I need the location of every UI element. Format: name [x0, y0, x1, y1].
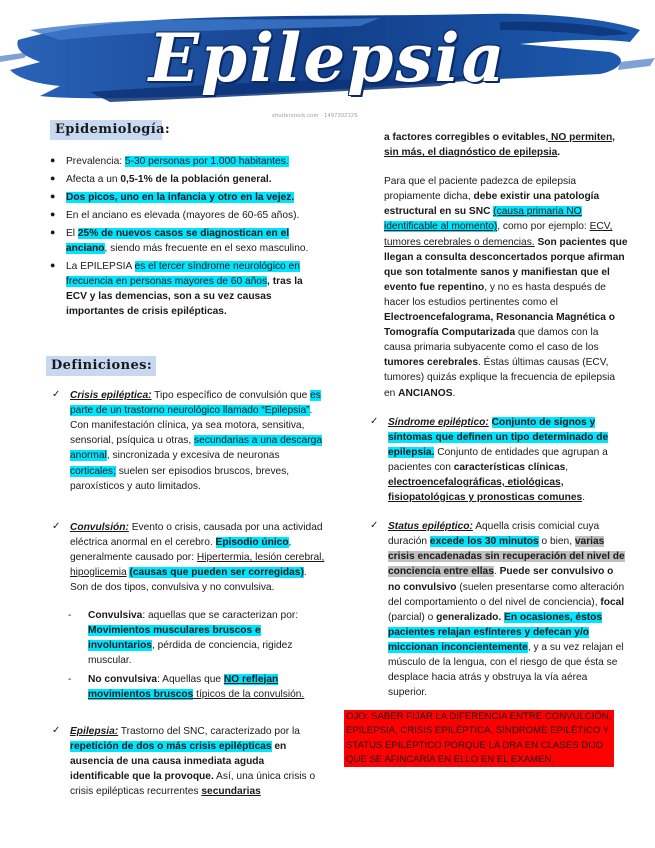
definition-status-epileptico: ✓ Status epiléptico: Aquella crisis comicial cuya duración excede los 30 minutos o bien, varias crisis encadenadas sin recuperación del nivel de conciencia entre ellas. Puede ser convulsivo o no convulsivo (suelen presentarse como alteración del comportamiento o del nivel de conciencia), focal (parcial) o generalizado. En ocasiones, éstos pacientes relajan esfínteres y defecan y/o miccionan inconcientemente, y a su vez relajan el músculo de la lengua, con el riesgo de que ésta se desplace hacia atrás y obstruya la vía aérea superior.: [370, 520, 625, 699]
list-item: ● Prevalencia: 5-30 personas por 1.000 habitantes.: [50, 154, 289, 167]
bullet-icon: ●: [50, 190, 56, 201]
page-title: Epilepsia: [148, 19, 507, 97]
bullet-icon: ●: [50, 154, 56, 165]
checkmark-icon: ✓: [52, 724, 61, 736]
checkmark-icon: ✓: [52, 389, 61, 401]
epidemiologia-heading: Epidemiología:: [50, 120, 162, 140]
definition-convulsion: ✓ Convulsión: Evento o crisis, causada por una actividad eléctrica anormal en el cerebro. Episodio único, generalmente causado por: Hipertermia, lesión cerebral, hipoglicemia (causas que pueden ser corregidas). Son de dos tipos, convulsiva y no convulsiva.: [52, 520, 325, 594]
checkmark-icon: ✓: [370, 520, 379, 532]
epidemiologia-list: [44, 154, 328, 320]
definiciones-heading: Definiciones:: [46, 356, 156, 376]
sub-convulsiva: - Convulsiva: aquellas que se caracterizan por: Movimientos musculares bruscos e involuntarios, pérdida de conciencia, rigidez muscular.: [68, 610, 299, 667]
bullet-icon: ●: [50, 226, 56, 237]
dash-bullet: -: [68, 673, 72, 685]
definition-crisis-epileptica: ✓ Crisis epiléptica: Tipo específico de convulsión que es parte de un trastorno neurológico llamado “Epilepsia”. Con manifestación clínica, ya sea motora, sensitiva, sensorial, psíquica u otras, secundarias a una descarga anormal, sincronizada y excesiva de neuronas corticales; suelen ser episodios bruscos, breves, paroxísticos y auto limitados.: [52, 389, 323, 492]
bullet-icon: ●: [50, 208, 56, 219]
bullet-icon: ●: [50, 172, 56, 183]
title-banner: [0, 0, 655, 120]
right-column: [346, 120, 628, 767]
list-item: ● La EPILEPSIA es el tercer síndrome neurológico en frecuencia en personas mayores de 60 años, tras la ECV y las demencias, son a su vez causas importantes de crisis epilépticas.: [50, 260, 303, 318]
definition-sindrome-epileptico: ✓ Síndrome epiléptico: Conjunto de signos y síntomas que definen un tipo determinado de epilepsia. Conjunto de entidades que agrupan a pacientes con características clínicas, electroencefalográficas, etiológicas, fisiopatológicas y pronosticas comunes.: [370, 415, 609, 504]
list-item: ● El 25% de nuevos casos se diagnostican en el anciano, siendo más frecuente en el sexo masculino.: [50, 226, 309, 255]
watermark-text: shutterstock.com · 1497202125: [272, 113, 358, 119]
bullet-icon: ●: [50, 260, 56, 271]
list-item: ● Afecta a un 0,5-1% de la población general.: [50, 172, 272, 185]
checkmark-icon: ✓: [370, 415, 379, 427]
definition-epilepsia: ✓ Epilepsia: Trastorno del SNC, caracterizado por la repetición de dos o más crisis epilépticas en ausencia de una causa inmediata aguda identificable que la provoque. Así, una única crisis o crisis epilépticas recurrentes secundarias: [52, 724, 316, 798]
left-column: [44, 120, 328, 799]
dash-bullet: -: [68, 610, 72, 622]
list-item: ● En el anciano es elevada (mayores de 60-65 años).: [50, 208, 300, 221]
list-item: ● Dos picos, uno en la infancia y otro en la vejez.: [50, 190, 295, 203]
checkmark-icon: ✓: [52, 520, 61, 532]
exam-warning-note: OJO: SABER FIJAR LA DIFERENCIA ENTRE CONVULCIÓN, EPILEPSIA, CRISIS EPILÉPTICA, SÍNDROME EPILÉTICO Y STATUS EPILÉPTICO PORQUE LA DRA EN CLASES DIJO QUE SE AFINCARÍA EN ELLO EN EL EXAMEN.: [344, 710, 614, 767]
sub-no-convulsiva: - No convulsiva: Aquellas que NO reflejan movimientos bruscos típicos de la convulsión.: [68, 673, 305, 700]
paragraph-epilepsia-estructural: Para que el paciente padezca de epilepsia propiamente dicha, debe existir una patología estructural en su SNC (causa primaria NO identificable al momento), como por ejemplo: ECV, tumores cerebrales o demencias. Son pacientes que llegan a consulta desconcertados porque afirman que son totalmente sanos y manifiestan que el evento fue repentino, y no es hasta después de hacer los estudios pertinentes como el Electroencefalograma, Resonancia Magnética o Tomografía Computarizada que damos con la causa primaria subyacente como el caso de los tumores cerebrales. Éstas últimas causas (ECV, tumores) quizás explique la frecuencia de epilepsia en ANCIANOS.: [384, 176, 628, 399]
paragraph-continuation: a factores corregibles o evitables, NO permiten, sin más, el diagnóstico de epilepsia.: [384, 132, 616, 159]
